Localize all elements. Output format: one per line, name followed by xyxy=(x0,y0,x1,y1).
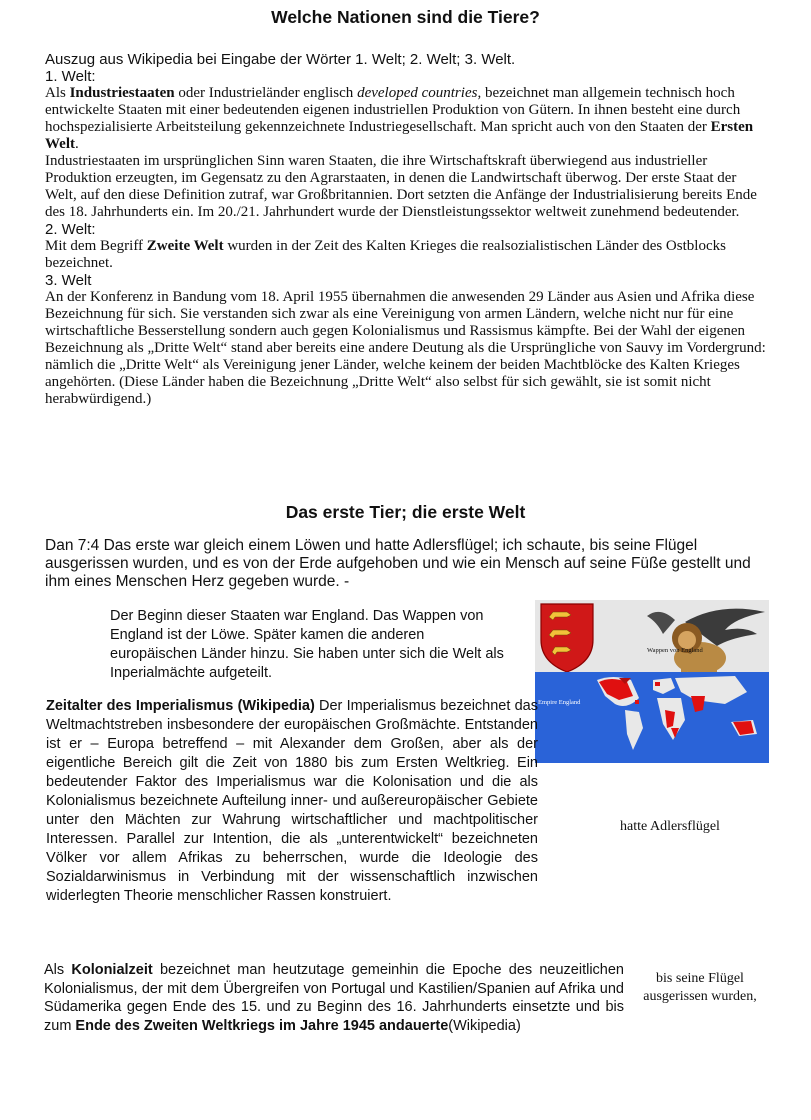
wappen-caption: Wappen von England xyxy=(647,647,703,654)
note-fluegel-ausgerissen: bis seine Flügel ausgerissen wurden, xyxy=(643,971,757,1004)
section-heading: Das erste Tier; die erste Welt xyxy=(285,502,526,522)
term-zweite-welt: Zweite Welt xyxy=(146,238,224,254)
term-developed-countries: developed countries xyxy=(357,85,478,101)
section-3-paragraph: An der Konferenz in Bandung vom 18. April 1955 übernahmen die anwesenden 29 Länder aus Asien und Afrika diese Bezeichnung für sich. Sie verstanden sich zwar als eine Vereinigung von armen Ländern, welche nicht nur für eine wirtschaftliche Besserstellung sondern auch gegen Kolonialismus und Rassismus kämpfte. Bei der Wahl der eigenen Bezeichnung als „Dritte Welt“ stand aber bereits eine andere Deutung als die Ursprüngliche von Sauvy im Vordergrund: nämlich die „Dritte Welt“ als Vereinigung jener Länder, welche keinem der beiden Machtblöcke des Kalten Krieges angehörten. (Diese Länder haben die Bezeichnung „Dritte Welt“ also selbst für sich gewählt, sie ist somit nicht herabwürdigend.) xyxy=(45,289,766,407)
page-title: Welche Nationen sind die Tiere? xyxy=(271,7,540,27)
colonial-paragraph: Als Kolonialzeit bezeichnet man heutzutage gemeinhin die Epoche des neuzeitlichen Kolonialismus, der mit dem Übergreifen von Portugal und Kastilien/Spanien auf Afrika und Südamerika gegen Ende des 15. und zu Beginn des 16. Jahrhunderts einsetzte und bis zum Ende des Zweiten Weltkriegs im Jahre 1945 andauerte(Wikipedia) xyxy=(44,962,624,1034)
term-industriestaaten: Industriestaaten xyxy=(69,85,175,101)
imperialism-heading: Zeitalter des Imperialismus (Wikipedia) xyxy=(46,698,315,714)
section-1-paragraph-1: Als Industriestaaten oder Industrieländer englisch developed countries, bezeichnet man allgemein technisch hoch entwickelte Staaten mit einer bedeutenden eigenen industriellen Produktion von Gütern. In ihnen besteht eine durch hochspezialisierte Arbeitsteilung gekennzeichnete Industriegesellschaft. Man spricht auch von den Staaten der Ersten Welt. xyxy=(45,85,754,152)
note-adlersfluegel: hatte Adlersflügel xyxy=(620,819,720,834)
section-3-label: 3. Welt xyxy=(45,272,92,289)
england-figure xyxy=(535,600,769,763)
section-2-paragraph: Mit dem Begriff Zweite Welt wurden in der Zeit des Kalten Krieges die realsozialistischen Länder des Ostblocks bezeichnet. xyxy=(45,238,726,271)
england-figure-svg xyxy=(535,600,769,763)
coat-of-arms-icon xyxy=(541,604,593,672)
empire-caption: Empire England xyxy=(538,699,581,706)
term-ende-zweiter-weltkrieg: Ende des Zweiten Weltkriegs im Jahre 1945 andauerte xyxy=(75,1017,449,1034)
intro-line: Auszug aus Wikipedia bei Eingabe der Wörter 1. Welt; 2. Welt; 3. Welt. xyxy=(45,51,516,68)
section-2-label: 2. Welt: xyxy=(45,221,96,238)
wiki-excerpt xyxy=(45,68,767,408)
winged-lion-icon xyxy=(647,609,765,678)
world-map-icon xyxy=(535,672,769,763)
bible-verse: Dan 7:4 Das erste war gleich einem Löwen und hatte Adlersflügel; ich schaute, bis seine Flügel ausgerissen wurden, und es von der Erde aufgehoben und wie ein Mensch auf seine Füße gestellt und ihm eines Menschen Herz gegeben wurde. - xyxy=(45,537,751,590)
term-kolonialzeit: Kolonialzeit xyxy=(71,962,153,978)
term-erste-welt: Ersten Welt xyxy=(45,119,754,152)
section-1-label: 1. Welt: xyxy=(45,68,96,85)
imperialism-paragraph: Zeitalter des Imperialismus (Wikipedia) Der Imperialismus bezeichnet das Weltmachtstreben insbesondere der europäischen Großmächte. Entstanden ist er – Europa betreffend – mit Alexander dem Großen, aber als der eigentliche Bereich gilt die Zeit von 1880 bis zum Ersten Weltkrieg. Ein bedeutender Faktor des Imperialismus war die Kolonisation und die als Kolonialismus bezeichnete Aufteilung inner- und außereuropäischer Gebiete unter den Mächten zur Wahrung wirtschaftlicher und machtpolitischer Interessen. Parallel zur Intention, die als „unterentwickelt“ bezeichneten Völker vor allem Afrikas zu beherrschen, wurde die Ideologie des Sozialdarwinismus in Verbindung mit der wissenschaftlich inzwischen widerlegten Theorie menschlicher Rassen konstruiert. xyxy=(46,698,539,904)
england-note: Der Beginn dieser Staaten war England. Das Wappen von England ist der Löwe. Später kamen die anderen europäischen Länder hinzu. Sie haben unter sich die Welt als Inperialmächte aufgeteilt. xyxy=(110,608,504,681)
section-1-paragraph-2: Industriestaaten im ursprünglichen Sinn waren Staaten, die ihre Wirtschaftskraft überwiegend aus industrieller Produktion erzeugten, im Gegensatz zu den Agrarstaaten, in denen die Landwirtschaft überwog. Der erste Staat der Welt, auf den diese Definition zutraf, war Großbritannien. Dort setzten die Anfänge der Industrialisierung bereits Ende des 18. Jahrhunderts ein. Im 20./21. Jahrhundert wurde der Dienstleistungssektor weltweit zunehmend bedeutender. xyxy=(45,153,757,220)
